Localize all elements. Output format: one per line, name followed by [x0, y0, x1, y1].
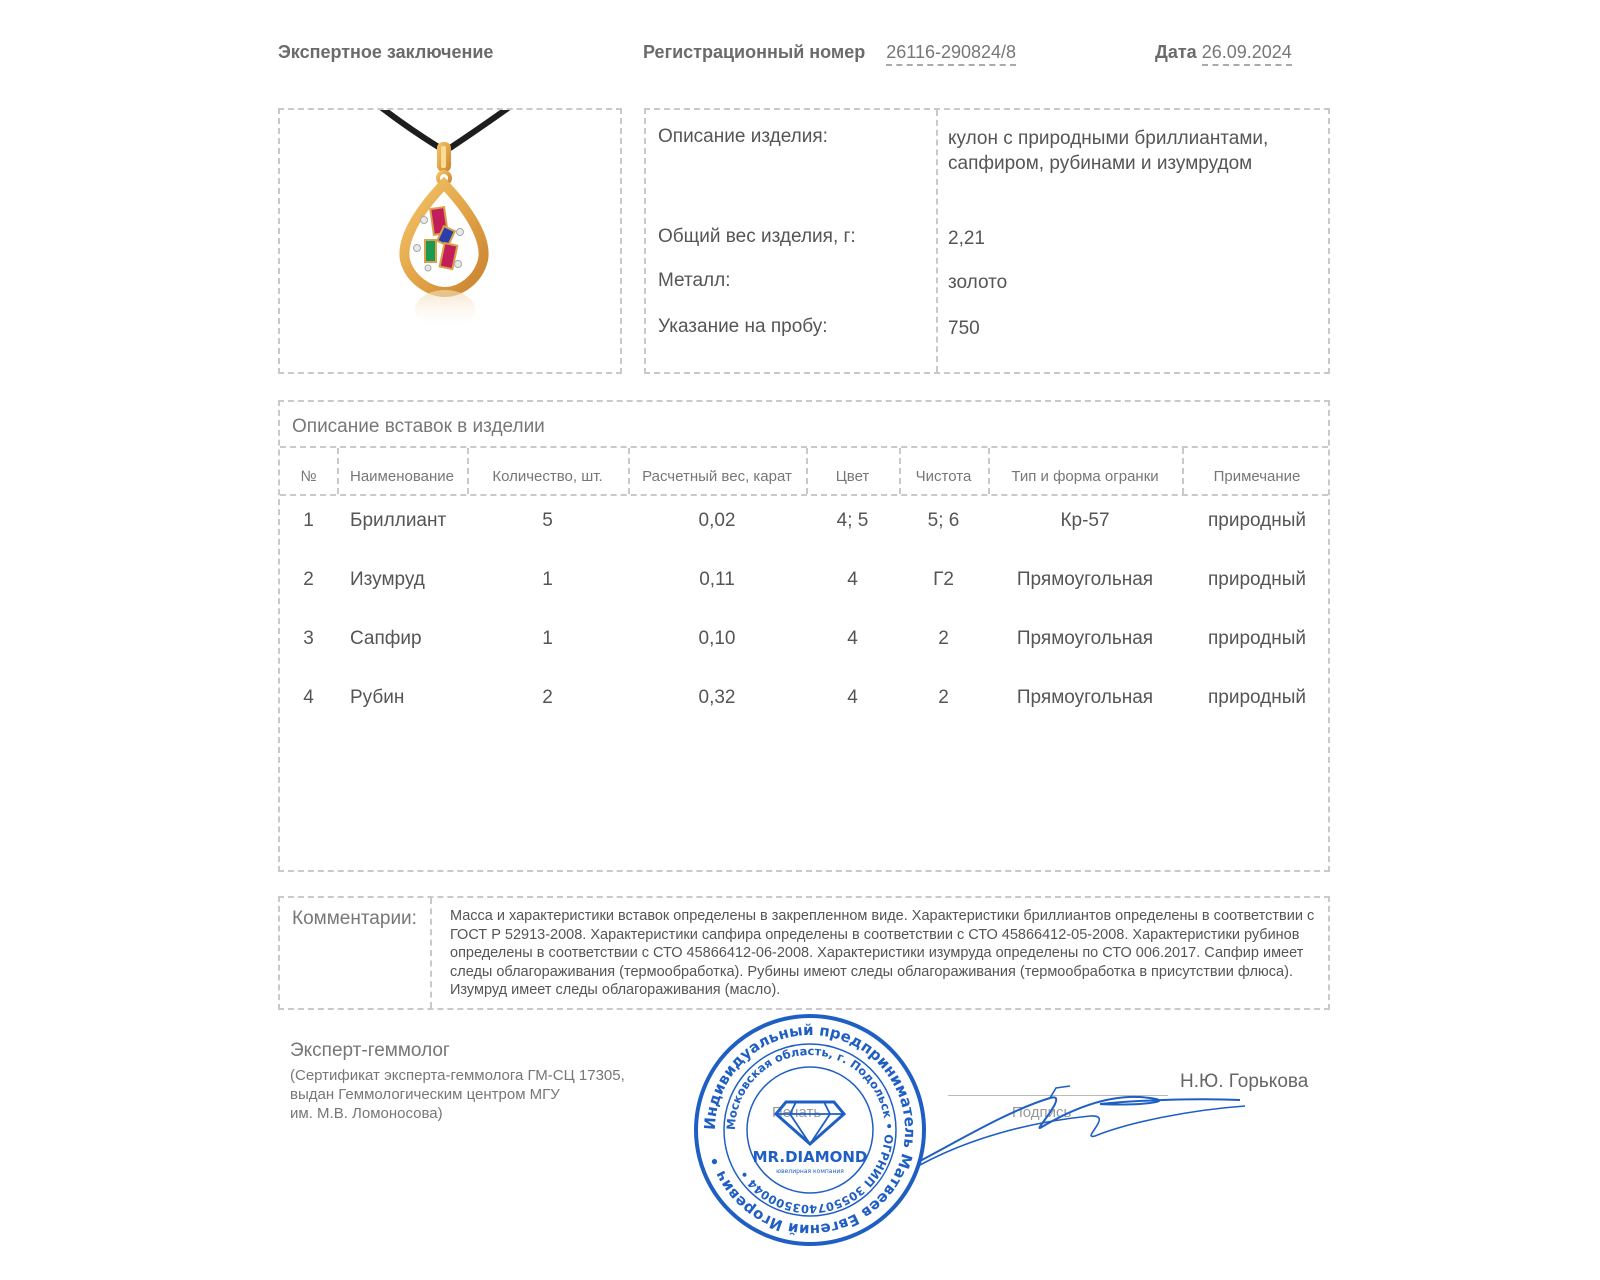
- description-value: кулон с природными бриллиантами, сапфиром, рубинами и изумрудом: [948, 128, 1269, 174]
- company-stamp: [690, 1010, 930, 1250]
- cell-clarity: Г2: [933, 569, 954, 590]
- expert-cert-line-3: им. М.В. Ломоносова): [290, 1105, 443, 1122]
- cell-quantity: 1: [542, 569, 553, 590]
- weight-value: 2,21: [948, 228, 985, 249]
- column-header-color: Цвет: [835, 468, 870, 485]
- column-header-clarity: Чистота: [915, 468, 972, 485]
- cell-quantity: 1: [542, 628, 553, 649]
- cell-note: природный: [1207, 628, 1307, 649]
- metal-label: Металл:: [658, 270, 731, 291]
- cell-quantity: 2: [542, 687, 553, 708]
- date-field: [1155, 42, 1292, 63]
- expert-cert-line-1: (Сертификат эксперта-геммолога ГМ-СЦ 17305,: [290, 1067, 625, 1084]
- cell-cut: Прямоугольная: [1016, 569, 1154, 590]
- cell-number: 2: [303, 569, 314, 590]
- comments-panel: [278, 896, 1330, 1010]
- weight-label: Общий вес изделия, г:: [658, 226, 856, 247]
- document-title: Экспертное заключение: [278, 42, 494, 62]
- registration-number-label: Регистрационный номер: [643, 42, 866, 62]
- registration-number-value: 26116-290824/8: [886, 42, 1016, 66]
- pendant-image: [280, 110, 620, 372]
- cell-color: 4: [847, 628, 858, 649]
- cell-number: 4: [303, 687, 314, 708]
- cell-name: Рубин: [350, 687, 405, 708]
- description-label: Описание изделия:: [658, 126, 828, 147]
- stamp-brand: MR.DIAMOND: [752, 1148, 868, 1166]
- date-value: 26.09.2024: [1202, 42, 1292, 66]
- column-header-note: Примечание: [1213, 468, 1301, 485]
- cell-name: Сапфир: [350, 628, 422, 649]
- stamp-inner-text: Московская область, г. Подольск • ОГРНИП 305507403500044 •: [723, 1043, 897, 1217]
- assay-value: 750: [948, 318, 980, 339]
- expert-title: Эксперт-геммолог: [290, 1040, 450, 1061]
- cell-name: Изумруд: [350, 569, 425, 590]
- seal-label: Печать: [772, 1104, 822, 1121]
- cell-cut: Кр-57: [1060, 510, 1110, 531]
- metal-value: золото: [948, 272, 1008, 293]
- comments-text: Масса и характеристики вставок определены в закрепленном виде. Характеристики бриллиантов определены в соответствии с ГОСТ Р 52913-2008. Характеристики сапфира определены в соответствии с СТО 45866412-05-2008. Характеристики рубинов определены в соответствии с СТО 45866412-06-2008. Характеристики изумруда определены по СТО 006.2017. Сапфир имеет следы облагораживания (термообработка). Рубины имеют следы облагораживания (термообработка в присутствии флюса). Изумруд имеет следы облагораживания (масло).: [450, 908, 1315, 998]
- cell-cut: Прямоугольная: [1016, 687, 1154, 708]
- cell-note: природный: [1207, 510, 1307, 531]
- cell-clarity: 2: [938, 687, 949, 708]
- column-header-number: №: [300, 468, 317, 485]
- column-header-quantity: Количество, шт.: [492, 468, 603, 485]
- item-description-panel: [644, 108, 1330, 374]
- cell-color: 4: [847, 687, 858, 708]
- inserts-title: Описание вставок в изделии: [292, 416, 545, 437]
- diamond-icon: [776, 1102, 844, 1144]
- column-header-cut: Тип и форма огранки: [1011, 468, 1159, 485]
- column-header-name: Наименование: [350, 468, 454, 485]
- signature-scribble: [900, 1070, 1260, 1180]
- signature-label: Подпись: [1012, 1104, 1072, 1121]
- date-label: Дата: [1155, 42, 1197, 62]
- cell-cut: Прямоугольная: [1016, 628, 1154, 649]
- cell-weight: 0,10: [698, 628, 736, 649]
- cell-name: Бриллиант: [350, 510, 447, 531]
- cell-clarity: 2: [938, 628, 949, 649]
- cell-note: природный: [1207, 687, 1307, 708]
- stamp-tagline: ювелирная компания: [776, 1168, 844, 1175]
- registration-number-field: [643, 42, 1016, 63]
- assay-label: Указание на пробу:: [658, 316, 828, 337]
- cell-weight: 0,32: [698, 687, 736, 708]
- expert-name: Н.Ю. Горькова: [1180, 1071, 1309, 1092]
- stamp-outer-text: Индивидуальный предприниматель Матвеев Евгений Игоревич •: [700, 1020, 920, 1240]
- cell-weight: 0,02: [698, 510, 736, 531]
- cell-clarity: 5; 6: [927, 510, 960, 531]
- cell-color: 4; 5: [836, 510, 869, 531]
- cell-number: 1: [303, 510, 314, 531]
- product-photo: [278, 108, 622, 374]
- cell-color: 4: [847, 569, 858, 590]
- comments-label: Комментарии:: [292, 908, 417, 929]
- cell-weight: 0,11: [699, 569, 735, 590]
- expert-cert-line-2: выдан Геммологическим центром МГУ: [290, 1086, 560, 1103]
- inserts-table: [278, 400, 1330, 872]
- cell-quantity: 5: [542, 510, 553, 531]
- expert-certificate: [290, 1066, 625, 1123]
- column-header-weight: Расчетный вес, карат: [642, 468, 792, 485]
- cell-note: природный: [1207, 569, 1307, 590]
- cell-number: 3: [303, 628, 314, 649]
